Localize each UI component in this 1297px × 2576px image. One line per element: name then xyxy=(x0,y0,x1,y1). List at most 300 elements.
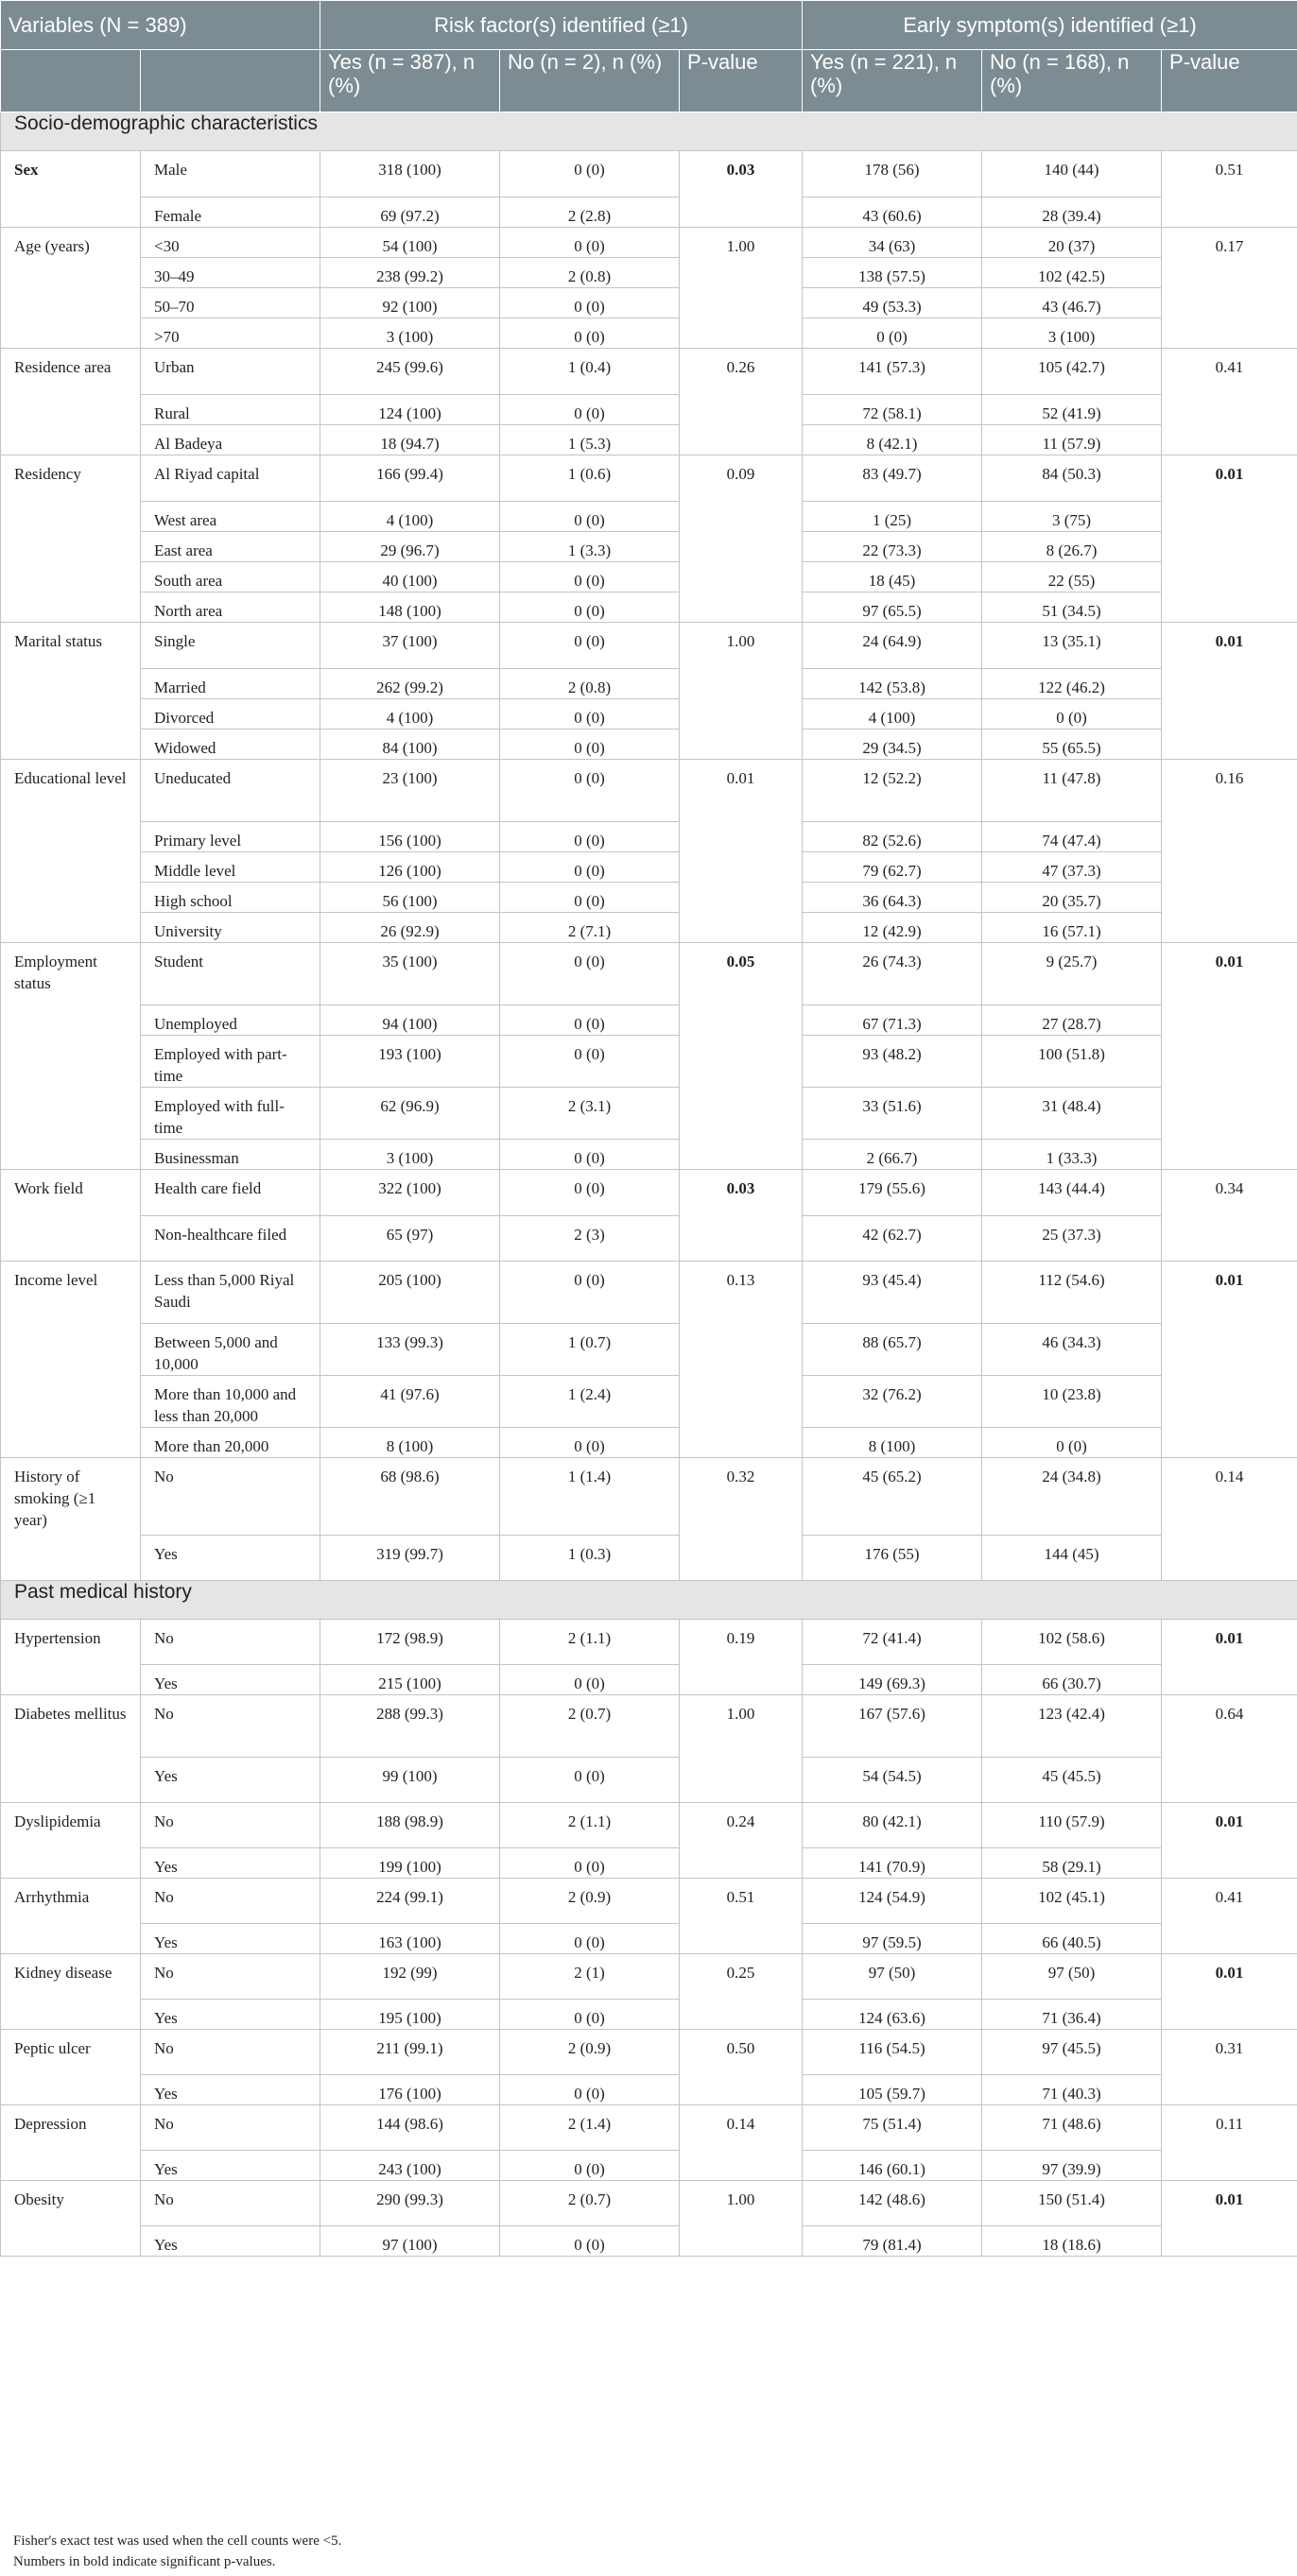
risk-no-cell: 0 (0) xyxy=(500,943,680,1005)
table-row xyxy=(1,288,1297,318)
early-yes-cell: 36 (64.3) xyxy=(803,883,982,913)
risk-yes-cell: 124 (100) xyxy=(320,395,500,425)
early-no-cell: 71 (40.3) xyxy=(982,2075,1162,2105)
table-row xyxy=(1,669,1297,699)
risk-no-cell: 0 (0) xyxy=(500,730,680,760)
table-row xyxy=(1,2226,1297,2257)
early-pvalue-cell: 0.01 xyxy=(1162,455,1297,623)
early-no-cell: 66 (40.5) xyxy=(982,1924,1162,1954)
table-row xyxy=(1,425,1297,455)
risk-no-cell: 2 (1.4) xyxy=(500,2105,680,2151)
table-row xyxy=(1,943,1297,1005)
early-yes-cell: 24 (64.9) xyxy=(803,623,982,669)
risk-pvalue-cell: 0.14 xyxy=(680,2105,803,2181)
early-no-cell: 20 (35.7) xyxy=(982,883,1162,913)
risk-no-cell: 0 (0) xyxy=(500,852,680,883)
risk-no-cell: 2 (0.8) xyxy=(500,669,680,699)
risk-no-cell: 2 (0.8) xyxy=(500,258,680,288)
risk-no-cell: 0 (0) xyxy=(500,699,680,730)
risk-no-cell: 0 (0) xyxy=(500,1005,680,1036)
category-cell: Yes xyxy=(141,1536,320,1581)
early-yes-cell: 142 (53.8) xyxy=(803,669,982,699)
risk-no-cell: 0 (0) xyxy=(500,318,680,349)
risk-no-cell: 0 (0) xyxy=(500,395,680,425)
category-cell: More than 20,000 xyxy=(141,1428,320,1458)
risk-no-cell: 2 (0.7) xyxy=(500,2181,680,2226)
early-no-cell: 74 (47.4) xyxy=(982,822,1162,852)
risk-yes-cell: 211 (99.1) xyxy=(320,2030,500,2075)
risk-yes-cell: 319 (99.7) xyxy=(320,1536,500,1581)
early-yes-header: Yes (n = 221), n (%) xyxy=(803,50,982,112)
early-no-cell: 28 (39.4) xyxy=(982,197,1162,228)
risk-no-cell: 1 (0.3) xyxy=(500,1536,680,1581)
table-row xyxy=(1,1262,1297,1324)
early-yes-cell: 116 (54.5) xyxy=(803,2030,982,2075)
table-row xyxy=(1,2000,1297,2030)
risk-yes-header: Yes (n = 387), n (%) xyxy=(320,50,500,112)
risk-yes-cell: 192 (99) xyxy=(320,1954,500,2000)
early-no-cell: 1 (33.3) xyxy=(982,1140,1162,1170)
category-cell: University xyxy=(141,913,320,943)
category-cell: <30 xyxy=(141,228,320,258)
early-yes-cell: 124 (54.9) xyxy=(803,1879,982,1924)
table-header xyxy=(1,1,1297,112)
category-cell: Health care field xyxy=(141,1170,320,1216)
risk-yes-cell: 62 (96.9) xyxy=(320,1088,500,1140)
early-no-cell: 11 (47.8) xyxy=(982,760,1162,822)
section-title: Past medical history xyxy=(1,1581,1297,1620)
early-no-cell: 31 (48.4) xyxy=(982,1088,1162,1140)
early-no-cell: 105 (42.7) xyxy=(982,349,1162,395)
category-cell: Male xyxy=(141,151,320,197)
risk-pvalue-cell: 0.50 xyxy=(680,2030,803,2105)
early-yes-cell: 43 (60.6) xyxy=(803,197,982,228)
early-no-cell: 20 (37) xyxy=(982,228,1162,258)
risk-yes-cell: 94 (100) xyxy=(320,1005,500,1036)
category-cell: Yes xyxy=(141,1848,320,1879)
early-pvalue-cell: 0.17 xyxy=(1162,228,1297,349)
early-yes-cell: 97 (65.5) xyxy=(803,592,982,623)
risk-yes-cell: 56 (100) xyxy=(320,883,500,913)
category-cell: Employed with full-time xyxy=(141,1088,320,1140)
table-row xyxy=(1,1170,1297,1216)
early-no-cell: 66 (30.7) xyxy=(982,1665,1162,1695)
early-no-cell: 144 (45) xyxy=(982,1536,1162,1581)
category-cell: South area xyxy=(141,562,320,592)
early-pvalue-cell: 0.01 xyxy=(1162,1803,1297,1879)
risk-yes-cell: 176 (100) xyxy=(320,2075,500,2105)
category-cell: No xyxy=(141,2105,320,2151)
table-body xyxy=(1,112,1297,2257)
risk-no-cell: 2 (0.7) xyxy=(500,1695,680,1758)
risk-factor-group-header: Risk factor(s) identified (≥1) xyxy=(320,1,803,50)
risk-no-cell: 0 (0) xyxy=(500,592,680,623)
table-footnotes xyxy=(13,2531,341,2572)
variable-name: Employment status xyxy=(1,943,141,1170)
risk-pvalue-cell: 0.03 xyxy=(680,1170,803,1262)
early-pvalue-cell: 0.01 xyxy=(1162,1262,1297,1458)
early-no-cell: 102 (58.6) xyxy=(982,1620,1162,1665)
early-yes-cell: 93 (45.4) xyxy=(803,1262,982,1324)
table-row xyxy=(1,455,1297,502)
table-row xyxy=(1,592,1297,623)
risk-no-cell: 0 (0) xyxy=(500,2151,680,2181)
table-row xyxy=(1,1216,1297,1262)
early-no-cell: 58 (29.1) xyxy=(982,1848,1162,1879)
table-row xyxy=(1,318,1297,349)
category-cell: Yes xyxy=(141,1758,320,1803)
category-cell: Employed with part-time xyxy=(141,1036,320,1088)
section-title: Socio-demographic characteristics xyxy=(1,112,1297,151)
category-cell: Between 5,000 and 10,000 xyxy=(141,1324,320,1376)
variable-name: Marital status xyxy=(1,623,141,760)
early-yes-cell: 29 (34.5) xyxy=(803,730,982,760)
category-cell: West area xyxy=(141,502,320,532)
risk-yes-cell: 99 (100) xyxy=(320,1758,500,1803)
table-row xyxy=(1,562,1297,592)
early-no-cell: 143 (44.4) xyxy=(982,1170,1162,1216)
early-yes-cell: 88 (65.7) xyxy=(803,1324,982,1376)
category-cell: Urban xyxy=(141,349,320,395)
table-row xyxy=(1,395,1297,425)
early-pvalue-cell: 0.41 xyxy=(1162,349,1297,455)
footnote-fisher: Fisher's exact test was used when the cell counts were <5. xyxy=(13,2533,342,2549)
risk-no-cell: 1 (3.3) xyxy=(500,532,680,562)
early-pvalue-cell: 0.31 xyxy=(1162,2030,1297,2105)
early-yes-cell: 49 (53.3) xyxy=(803,288,982,318)
category-cell: Female xyxy=(141,197,320,228)
risk-yes-cell: 4 (100) xyxy=(320,502,500,532)
risk-pvalue-cell: 0.51 xyxy=(680,1879,803,1954)
table-row xyxy=(1,1620,1297,1665)
early-yes-cell: 4 (100) xyxy=(803,699,982,730)
early-yes-cell: 8 (100) xyxy=(803,1428,982,1458)
risk-yes-cell: 188 (98.9) xyxy=(320,1803,500,1848)
category-cell: Widowed xyxy=(141,730,320,760)
table-row xyxy=(1,1848,1297,1879)
risk-pvalue-cell: 0.09 xyxy=(680,455,803,623)
early-no-cell: 102 (42.5) xyxy=(982,258,1162,288)
risk-no-cell: 0 (0) xyxy=(500,1140,680,1170)
risk-yes-cell: 205 (100) xyxy=(320,1262,500,1324)
early-yes-cell: 34 (63) xyxy=(803,228,982,258)
early-pvalue-cell: 0.34 xyxy=(1162,1170,1297,1262)
early-yes-cell: 12 (42.9) xyxy=(803,913,982,943)
risk-yes-cell: 4 (100) xyxy=(320,699,500,730)
category-cell: Uneducated xyxy=(141,760,320,822)
category-cell: >70 xyxy=(141,318,320,349)
early-no-cell: 97 (50) xyxy=(982,1954,1162,2000)
early-yes-cell: 0 (0) xyxy=(803,318,982,349)
risk-no-cell: 2 (2.8) xyxy=(500,197,680,228)
early-no-cell: 110 (57.9) xyxy=(982,1803,1162,1848)
table-row xyxy=(1,760,1297,822)
early-no-header: No (n = 168), n (%) xyxy=(982,50,1162,112)
risk-pvalue-cell: 0.03 xyxy=(680,151,803,228)
risk-yes-cell: 156 (100) xyxy=(320,822,500,852)
risk-yes-cell: 29 (96.7) xyxy=(320,532,500,562)
risk-no-cell: 0 (0) xyxy=(500,1036,680,1088)
table-row xyxy=(1,1665,1297,1695)
category-cell: Single xyxy=(141,623,320,669)
risk-yes-cell: 243 (100) xyxy=(320,2151,500,2181)
risk-yes-cell: 148 (100) xyxy=(320,592,500,623)
table-row xyxy=(1,502,1297,532)
risk-no-cell: 0 (0) xyxy=(500,1665,680,1695)
risk-yes-cell: 69 (97.2) xyxy=(320,197,500,228)
category-cell: Yes xyxy=(141,2075,320,2105)
table-row xyxy=(1,1140,1297,1170)
early-yes-cell: 146 (60.1) xyxy=(803,2151,982,2181)
category-cell: Yes xyxy=(141,2151,320,2181)
variable-name: Obesity xyxy=(1,2181,141,2257)
risk-yes-cell: 133 (99.3) xyxy=(320,1324,500,1376)
risk-pvalue-cell: 1.00 xyxy=(680,228,803,349)
early-yes-cell: 124 (63.6) xyxy=(803,2000,982,2030)
risk-yes-cell: 65 (97) xyxy=(320,1216,500,1262)
risk-yes-cell: 126 (100) xyxy=(320,852,500,883)
risk-pvalue-cell: 1.00 xyxy=(680,1695,803,1803)
variable-name: Dyslipidemia xyxy=(1,1803,141,1879)
early-pvalue-cell: 0.41 xyxy=(1162,1879,1297,1954)
early-no-cell: 55 (65.5) xyxy=(982,730,1162,760)
category-cell: Middle level xyxy=(141,852,320,883)
early-pvalue-header: P-value xyxy=(1162,50,1297,112)
category-cell: Married xyxy=(141,669,320,699)
category-cell: No xyxy=(141,1803,320,1848)
category-cell: More than 10,000 and less than 20,000 xyxy=(141,1376,320,1428)
early-no-cell: 27 (28.7) xyxy=(982,1005,1162,1036)
risk-yes-cell: 322 (100) xyxy=(320,1170,500,1216)
early-no-cell: 43 (46.7) xyxy=(982,288,1162,318)
early-yes-cell: 22 (73.3) xyxy=(803,532,982,562)
early-yes-cell: 138 (57.5) xyxy=(803,258,982,288)
empty-header-cell xyxy=(141,50,320,112)
early-no-cell: 18 (18.6) xyxy=(982,2226,1162,2257)
variable-name: History of smoking (≥1 year) xyxy=(1,1458,141,1581)
risk-no-cell: 0 (0) xyxy=(500,2226,680,2257)
table-row xyxy=(1,1376,1297,1428)
early-yes-cell: 2 (66.7) xyxy=(803,1140,982,1170)
table-row xyxy=(1,532,1297,562)
variable-name: Diabetes mellitus xyxy=(1,1695,141,1803)
category-cell: Student xyxy=(141,943,320,1005)
table-row xyxy=(1,1954,1297,2000)
early-pvalue-cell: 0.01 xyxy=(1162,1954,1297,2030)
risk-no-cell: 0 (0) xyxy=(500,151,680,197)
risk-yes-cell: 92 (100) xyxy=(320,288,500,318)
risk-no-cell: 0 (0) xyxy=(500,1848,680,1879)
early-no-cell: 84 (50.3) xyxy=(982,455,1162,502)
early-no-cell: 24 (34.8) xyxy=(982,1458,1162,1536)
risk-yes-cell: 84 (100) xyxy=(320,730,500,760)
risk-yes-cell: 23 (100) xyxy=(320,760,500,822)
risk-no-header: No (n = 2), n (%) xyxy=(500,50,680,112)
category-cell: No xyxy=(141,2181,320,2226)
category-cell: North area xyxy=(141,592,320,623)
category-cell: Rural xyxy=(141,395,320,425)
early-no-cell: 3 (75) xyxy=(982,502,1162,532)
early-yes-cell: 72 (41.4) xyxy=(803,1620,982,1665)
early-no-cell: 13 (35.1) xyxy=(982,623,1162,669)
risk-yes-cell: 215 (100) xyxy=(320,1665,500,1695)
risk-yes-cell: 68 (98.6) xyxy=(320,1458,500,1536)
risk-no-cell: 0 (0) xyxy=(500,1758,680,1803)
risk-no-cell: 2 (0.9) xyxy=(500,2030,680,2075)
risk-yes-cell: 195 (100) xyxy=(320,2000,500,2030)
early-no-cell: 46 (34.3) xyxy=(982,1324,1162,1376)
early-no-cell: 140 (44) xyxy=(982,151,1162,197)
table-row xyxy=(1,1879,1297,1924)
section-row xyxy=(1,112,1297,151)
risk-no-cell: 0 (0) xyxy=(500,623,680,669)
category-cell: 50–70 xyxy=(141,288,320,318)
table-row xyxy=(1,730,1297,760)
early-yes-cell: 97 (59.5) xyxy=(803,1924,982,1954)
early-yes-cell: 178 (56) xyxy=(803,151,982,197)
category-cell: Non-healthcare filed xyxy=(141,1216,320,1262)
risk-yes-cell: 290 (99.3) xyxy=(320,2181,500,2226)
section-row xyxy=(1,1581,1297,1620)
category-cell: No xyxy=(141,2030,320,2075)
risk-no-cell: 1 (2.4) xyxy=(500,1376,680,1428)
risk-pvalue-cell: 1.00 xyxy=(680,623,803,760)
risk-yes-cell: 26 (92.9) xyxy=(320,913,500,943)
table-row xyxy=(1,1458,1297,1536)
variable-name: Educational level xyxy=(1,760,141,943)
category-cell: 30–49 xyxy=(141,258,320,288)
risk-no-cell: 0 (0) xyxy=(500,502,680,532)
variable-name: Age (years) xyxy=(1,228,141,349)
risk-no-cell: 0 (0) xyxy=(500,562,680,592)
variable-name: Depression xyxy=(1,2105,141,2181)
variable-name: Peptic ulcer xyxy=(1,2030,141,2105)
risk-yes-cell: 54 (100) xyxy=(320,228,500,258)
table-row xyxy=(1,1088,1297,1140)
risk-no-cell: 0 (0) xyxy=(500,760,680,822)
early-yes-cell: 141 (57.3) xyxy=(803,349,982,395)
early-yes-cell: 179 (55.6) xyxy=(803,1170,982,1216)
risk-yes-cell: 41 (97.6) xyxy=(320,1376,500,1428)
early-no-cell: 3 (100) xyxy=(982,318,1162,349)
risk-yes-cell: 97 (100) xyxy=(320,2226,500,2257)
early-no-cell: 25 (37.3) xyxy=(982,1216,1162,1262)
risk-no-cell: 2 (0.9) xyxy=(500,1879,680,1924)
risk-pvalue-cell: 0.01 xyxy=(680,760,803,943)
early-yes-cell: 105 (59.7) xyxy=(803,2075,982,2105)
early-yes-cell: 176 (55) xyxy=(803,1536,982,1581)
early-no-cell: 71 (48.6) xyxy=(982,2105,1162,2151)
early-no-cell: 51 (34.5) xyxy=(982,592,1162,623)
early-yes-cell: 93 (48.2) xyxy=(803,1036,982,1088)
table-row xyxy=(1,1924,1297,1954)
risk-no-cell: 1 (0.4) xyxy=(500,349,680,395)
risk-pvalue-cell: 0.19 xyxy=(680,1620,803,1695)
early-yes-cell: 67 (71.3) xyxy=(803,1005,982,1036)
early-no-cell: 122 (46.2) xyxy=(982,669,1162,699)
early-no-cell: 11 (57.9) xyxy=(982,425,1162,455)
category-cell: No xyxy=(141,1620,320,1665)
early-yes-cell: 33 (51.6) xyxy=(803,1088,982,1140)
risk-yes-cell: 199 (100) xyxy=(320,1848,500,1879)
table-row xyxy=(1,883,1297,913)
early-no-cell: 100 (51.8) xyxy=(982,1036,1162,1088)
risk-pvalue-cell: 1.00 xyxy=(680,2181,803,2257)
risk-pvalue-header: P-value xyxy=(680,50,803,112)
risk-pvalue-cell: 0.25 xyxy=(680,1954,803,2030)
variable-name: Residence area xyxy=(1,349,141,455)
early-no-cell: 9 (25.7) xyxy=(982,943,1162,1005)
risk-no-cell: 2 (1) xyxy=(500,1954,680,2000)
risk-yes-cell: 262 (99.2) xyxy=(320,669,500,699)
early-no-cell: 22 (55) xyxy=(982,562,1162,592)
category-cell: Yes xyxy=(141,2226,320,2257)
risk-yes-cell: 40 (100) xyxy=(320,562,500,592)
early-pvalue-cell: 0.01 xyxy=(1162,943,1297,1170)
early-pvalue-cell: 0.51 xyxy=(1162,151,1297,228)
early-symptom-group-header: Early symptom(s) identified (≥1) xyxy=(803,1,1297,50)
table-row xyxy=(1,623,1297,669)
risk-no-cell: 0 (0) xyxy=(500,1170,680,1216)
table-row xyxy=(1,151,1297,197)
early-no-cell: 0 (0) xyxy=(982,699,1162,730)
early-no-cell: 71 (36.4) xyxy=(982,2000,1162,2030)
category-cell: Unemployed xyxy=(141,1005,320,1036)
early-pvalue-cell: 0.01 xyxy=(1162,623,1297,760)
early-pvalue-cell: 0.16 xyxy=(1162,760,1297,943)
variable-name: Income level xyxy=(1,1262,141,1458)
early-pvalue-cell: 0.64 xyxy=(1162,1695,1297,1803)
category-cell: No xyxy=(141,1695,320,1758)
table-row xyxy=(1,349,1297,395)
early-yes-cell: 80 (42.1) xyxy=(803,1803,982,1848)
category-cell: High school xyxy=(141,883,320,913)
early-yes-cell: 83 (49.7) xyxy=(803,455,982,502)
table-row xyxy=(1,1036,1297,1088)
category-cell: Al Badeya xyxy=(141,425,320,455)
risk-no-cell: 0 (0) xyxy=(500,288,680,318)
table-row xyxy=(1,1536,1297,1581)
risk-yes-cell: 18 (94.7) xyxy=(320,425,500,455)
early-yes-cell: 79 (62.7) xyxy=(803,852,982,883)
early-yes-cell: 26 (74.3) xyxy=(803,943,982,1005)
category-cell: Yes xyxy=(141,1924,320,1954)
early-no-cell: 0 (0) xyxy=(982,1428,1162,1458)
early-yes-cell: 12 (52.2) xyxy=(803,760,982,822)
early-yes-cell: 42 (62.7) xyxy=(803,1216,982,1262)
variables-header: Variables (N = 389) xyxy=(1,1,320,50)
table-row xyxy=(1,258,1297,288)
risk-no-cell: 2 (3.1) xyxy=(500,1088,680,1140)
table-row xyxy=(1,1005,1297,1036)
table-row xyxy=(1,1695,1297,1758)
footnote-bold: Numbers in bold indicate significant p-values. xyxy=(13,2554,276,2569)
table-row xyxy=(1,913,1297,943)
risk-yes-cell: 166 (99.4) xyxy=(320,455,500,502)
risk-yes-cell: 224 (99.1) xyxy=(320,1879,500,1924)
early-no-cell: 52 (41.9) xyxy=(982,395,1162,425)
risk-no-cell: 0 (0) xyxy=(500,1924,680,1954)
table-row xyxy=(1,822,1297,852)
risk-yes-cell: 8 (100) xyxy=(320,1428,500,1458)
category-cell: Yes xyxy=(141,1665,320,1695)
table-row xyxy=(1,2105,1297,2151)
early-no-cell: 123 (42.4) xyxy=(982,1695,1162,1758)
table-row xyxy=(1,228,1297,258)
early-yes-cell: 32 (76.2) xyxy=(803,1376,982,1428)
table-row xyxy=(1,852,1297,883)
risk-yes-cell: 318 (100) xyxy=(320,151,500,197)
